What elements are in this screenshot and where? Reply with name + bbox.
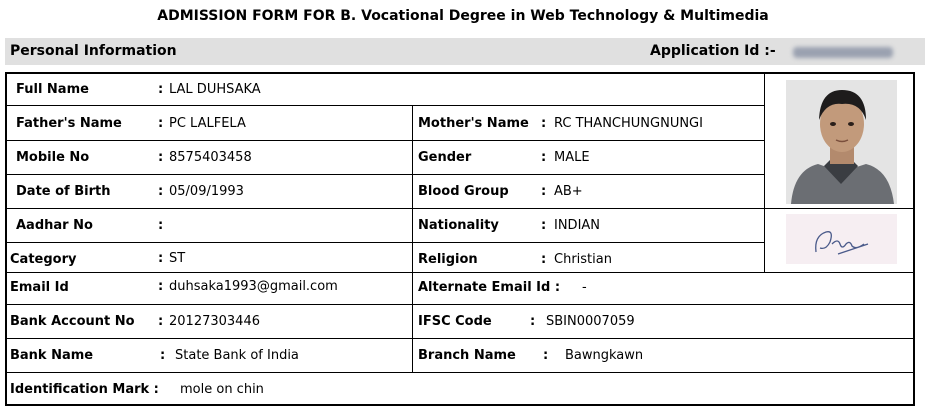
bank-name-value: State Bank of India (175, 348, 299, 363)
section-label: Personal Information (10, 43, 177, 59)
colon: : (158, 251, 164, 266)
fathers-name-value: PC LALFELA (169, 116, 246, 131)
nationality-label: Nationality (418, 218, 499, 233)
form-title: ADMISSION FORM FOR B. Vocational Degree in Web Technology & Multimedia (157, 8, 769, 24)
full-name-label: Full Name (16, 82, 89, 97)
colon: : (541, 184, 547, 199)
row-divider (5, 304, 915, 305)
identification-mark-label: Identification Mark : (10, 382, 159, 397)
ifsc-value: SBIN0007059 (546, 314, 635, 329)
email-label: Email Id (10, 280, 69, 295)
nationality-value: INDIAN (554, 218, 601, 233)
row-divider (5, 105, 765, 106)
colon: : (541, 150, 547, 165)
applicant-signature (786, 214, 897, 264)
blood-group-label: Blood Group (418, 184, 509, 199)
colon: : (158, 82, 164, 97)
applicant-photo (786, 80, 897, 204)
colon: : (158, 116, 164, 131)
colon: : (160, 348, 166, 363)
colon: : (543, 348, 549, 363)
mobile-no-value: 8575403458 (169, 150, 252, 165)
colon: : (530, 314, 536, 329)
ifsc-label: IFSC Code (418, 314, 492, 329)
bank-account-value: 20127303446 (169, 314, 260, 329)
alt-email-label: Alternate Email Id : (418, 280, 561, 295)
row-divider (5, 242, 765, 243)
branch-name-label: Branch Name (418, 348, 516, 363)
colon: : (158, 279, 164, 294)
aadhar-no-label: Aadhar No (16, 218, 93, 233)
row-divider (5, 140, 765, 141)
section-header (5, 38, 925, 65)
photo-image (786, 80, 897, 204)
row-divider (5, 338, 915, 339)
gender-value: MALE (554, 150, 590, 165)
colon: : (541, 252, 547, 267)
colon: : (158, 150, 164, 165)
category-label: Category (10, 252, 77, 267)
colon: : (541, 116, 547, 131)
row-divider (5, 174, 765, 175)
row-divider (5, 208, 915, 209)
column-divider (412, 105, 413, 372)
mothers-name-value: RC THANCHUNGNUNGI (554, 116, 703, 131)
religion-value: Christian (554, 252, 612, 267)
signature-image (786, 214, 897, 264)
application-id-redacted (793, 47, 893, 58)
row-divider (5, 372, 915, 373)
colon: : (158, 314, 164, 329)
colon: : (158, 184, 164, 199)
bank-account-label: Bank Account No (10, 314, 135, 329)
row-divider (5, 272, 915, 273)
application-id-label: Application Id :- (650, 43, 776, 59)
bank-name-label: Bank Name (10, 348, 94, 363)
gender-label: Gender (418, 150, 472, 165)
identification-mark-value: mole on chin (180, 382, 264, 397)
full-name-value: LAL DUHSAKA (169, 82, 261, 97)
fathers-name-label: Father's Name (16, 116, 122, 131)
colon: : (541, 218, 547, 233)
mothers-name-label: Mother's Name (418, 116, 529, 131)
colon: : (158, 218, 164, 233)
dob-label: Date of Birth (16, 184, 111, 199)
dob-value: 05/09/1993 (169, 184, 244, 199)
category-value: ST (169, 251, 186, 266)
alt-email-value: - (582, 280, 587, 295)
column-divider (764, 72, 765, 272)
email-value: duhsaka1993@gmail.com (169, 279, 338, 294)
branch-name-value: Bawngkawn (565, 348, 644, 363)
religion-label: Religion (418, 252, 478, 267)
mobile-no-label: Mobile No (16, 150, 90, 165)
blood-group-value: AB+ (554, 184, 583, 199)
